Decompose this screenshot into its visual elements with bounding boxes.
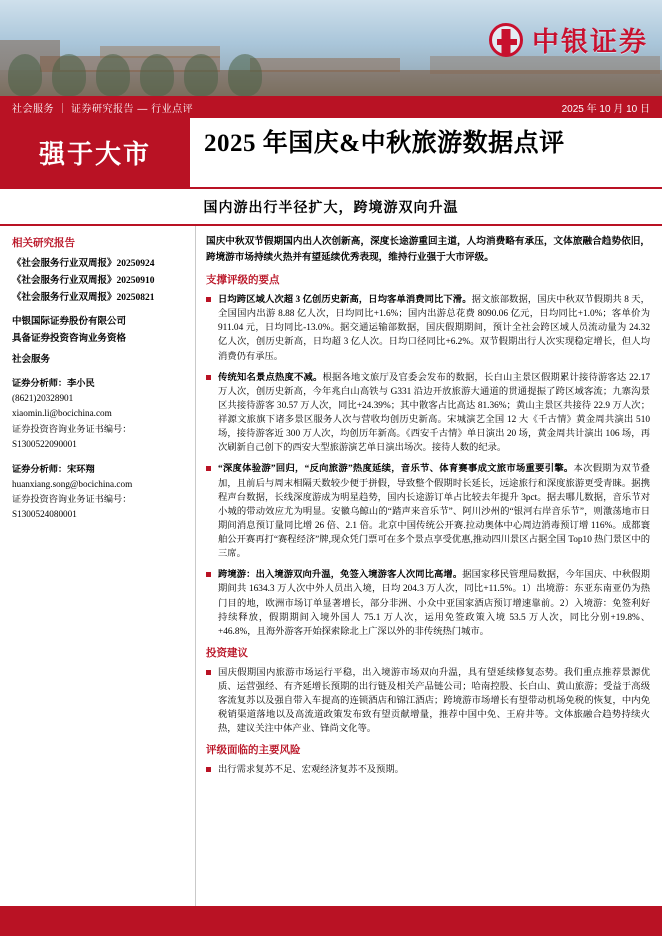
bullet-lead: “深度体验游”回归，“反向旅游”热度延续，音乐节、体育赛事成文旅市场重要引擎。 — [218, 464, 574, 475]
bullet-text: 出行需求复苏不足、宏观经济复苏不及预期。 — [218, 765, 404, 776]
palace-silhouette — [250, 58, 400, 72]
list-item — [206, 763, 650, 777]
analyst-role: 证券分析师： — [12, 463, 68, 474]
bullet-text: 国庆假期国内旅游市场运行平稳，出入境游市场双向升温，具有望延续修复态势。我们重点推荐景源优质、运营强经、有齐延增长预期的出行链及相关产品链公司；哈南控股、长白山、黄山旅游；受益于高级客流复苏以及强自带入车提高的连锁酒店和锦江酒店；跨境游市场增长有望带动机场免税的恢复，中内免税销渠道落地以及高流道政策发布致有望贡献增量，推荐中国中免、王府井等。文体旅融合趋势持续火热，建议关注中体产业、锋尚文化等。 — [218, 667, 650, 735]
analyst-email[interactable]: xiaomin.li@bocichina.com — [12, 408, 112, 419]
page-subtitle: 国内游出行半径扩大，跨境游双向升温 — [0, 189, 662, 226]
related-reports-heading: 相关研究报告 — [12, 238, 75, 249]
abstract: 国庆中秋双节假期国内出人次创新高，深度长途游重回主道，人均消费略有承压，文体旅融合趋势依旧，跨境游市场持续火热并有望延续优秀表现，维持行业强于大市评级。 — [206, 236, 650, 263]
sidebar — [0, 226, 196, 916]
main-content — [196, 226, 662, 916]
bullet-text: 据国家移民管理局数据，今年国庆、中秋假期期间共 1634.3 万人次中外人员出入境，日均 204.3 万人次，同比+11.5%。1）出境游：东亚东南亚仍为热门目的地，欧洲市场订单显著增长，部分非洲、小众中亚国家酒店预订增速靠前。2）入境游：免签利好持续释放，假期期间入境外国人 75.1 万人次，运用免签政策入境 53.5 万人次，同比分别+19.8%、+46.8%，且海外游客开始探索除北上广深以外的非传统热门城市。 — [218, 570, 650, 637]
footer-bar — [0, 906, 662, 936]
section-heading-key-points: 支撑评级的要点 — [206, 275, 280, 287]
firm-name: 中银国际证券股份有限公司 — [12, 317, 127, 328]
list-item — [206, 371, 650, 456]
related-reports-list — [12, 257, 187, 305]
analyst-license: 证券投资咨询业务证书编号：S1300524080001 — [12, 494, 132, 520]
tree-icon — [52, 54, 86, 96]
tree-icon — [140, 54, 174, 96]
brand-name: 中银证券 — [532, 27, 648, 58]
firm-sector: 社会服务 — [12, 354, 51, 365]
analyst-name: 李小民 — [67, 377, 95, 388]
breadcrumb-bar — [0, 96, 662, 118]
analyst-role: 证券分析师： — [12, 377, 68, 388]
tree-icon — [228, 54, 262, 96]
list-item[interactable]: 《社会服务行业双周报》20250821 — [12, 292, 155, 303]
list-item[interactable]: 《社会服务行业双周报》20250910 — [12, 275, 155, 286]
firm-qualification: 具备证券投资咨询业务资格 — [12, 333, 127, 344]
title-block — [0, 118, 662, 189]
analyst-block — [12, 376, 187, 452]
header-banner — [0, 0, 662, 96]
firm-info — [12, 315, 187, 368]
list-item — [206, 666, 650, 737]
boc-circle-logo-icon — [489, 23, 523, 57]
brand-logo — [489, 20, 648, 59]
bullet-text: 根据各地文旅厅及官委会发布的数据，长白山主景区假期累计接待游客达 22.17 万人次，创历史新高，今年兆白山高铁与 G331 沿边开放旅游大通道的贯通提振了跨区域客流；九寨沟景区共接待游客 30.57 万人次，同比+24.39%；其中散客占比高达 81.36%；黄山主景区共接待 22.9 万人次；祥源文旅旗下诸多景区服务人次与营收均创历史新高。宋城演艺全国 12 大《千古情》黄金周共演出 510 场，接待游客近 300 万人次，均创历年新高。《西安千古情》单日演出 20 场，黄金周共计演出 106 场，再次刷新自己创下的西安大型旅游演艺单日演出场次。接待人数的纪录。 — [218, 372, 650, 454]
risks-list — [206, 763, 650, 777]
tree-icon — [8, 54, 42, 96]
section-heading-risks: 评级面临的主要风险 — [206, 745, 301, 757]
analyst-license: 证券投资咨询业务证书编号：S1300522090001 — [12, 423, 132, 449]
rating-badge: 强于大市 — [0, 118, 190, 187]
bullet-text: 本次假期为双节叠加，且前后与周末相隔天数较少便于拼假，导致整个假期时长延长，远途旅行和深度旅游更受青睐。据携程声台数据，长线深度游成为明星趋势，国内长途游订单占比较去年提升 3pct。据去哪儿数据，音乐节对小城的带动效应尤为明显。安徽乌鲸山的“踏声来音乐节”、阿川沙州的“银河右岸音乐节”，则激荡地市日期间消息预订量同比增 26 倍、2.1 倍。北京中国传统公开赛.拉动奥体中心周边消毒预订增 116%。成都寰舶公开赛再打“赛程经济”牌,现众凭门票可在多个景点享受优惠,推动四川景区占据全国 Top10 热门景区中的三席。 — [218, 464, 650, 560]
title-area — [190, 118, 662, 187]
tree-icon — [184, 54, 218, 96]
tree-icon — [96, 54, 130, 96]
section-heading-investment-advice: 投资建议 — [206, 647, 248, 659]
list-item[interactable]: 《社会服务行业双周报》20250924 — [12, 259, 155, 270]
analyst-block — [12, 462, 187, 523]
breadcrumb: 社会服务 ｜ 证券研究报告 — 行业点评 — [12, 103, 194, 115]
analyst-name: 宋环翔 — [67, 463, 95, 474]
list-item — [206, 462, 650, 561]
analyst-email[interactable]: huanxiang.song@bocichina.com — [12, 479, 133, 490]
key-points-list — [206, 293, 650, 639]
bullet-lead: 跨境游：出入境游双向升温，免签入境游客人次同比高增。 — [218, 570, 463, 581]
analyst-phone: (8621)20328901 — [12, 393, 74, 404]
bullet-lead: 日均跨区域人次超 3 亿创历史新高，日均客单消费同比下滑。 — [218, 295, 472, 306]
investment-advice-list — [206, 666, 650, 737]
list-item — [206, 293, 650, 364]
list-item — [206, 568, 650, 639]
report-date: 2025 年 10 月 10 日 — [561, 103, 650, 115]
bullet-text: 据文旅部数据，国庆中秋双节假期共 8 天，全国国内出游 8.88 亿人次，日均同比+1.6%；国内出游总花费 8090.06 亿元，日均同比+1.0%；客单价为 911.04 元，日均同比-13.0%。据交通运输部数据，国庆假期期间，预计全社会跨区域人员流动量为 24.32 亿人次，创历史新高，日均超 3 亿人次。日均口径同比+6.2%。双节假期出行人次实现稳定增长，但人均消费仍有承压。 — [218, 295, 650, 362]
document-body — [0, 226, 662, 916]
bullet-lead: 传统知名景点热度不减。 — [218, 372, 323, 383]
page-title: 2025 年国庆&中秋旅游数据点评 — [204, 130, 565, 157]
